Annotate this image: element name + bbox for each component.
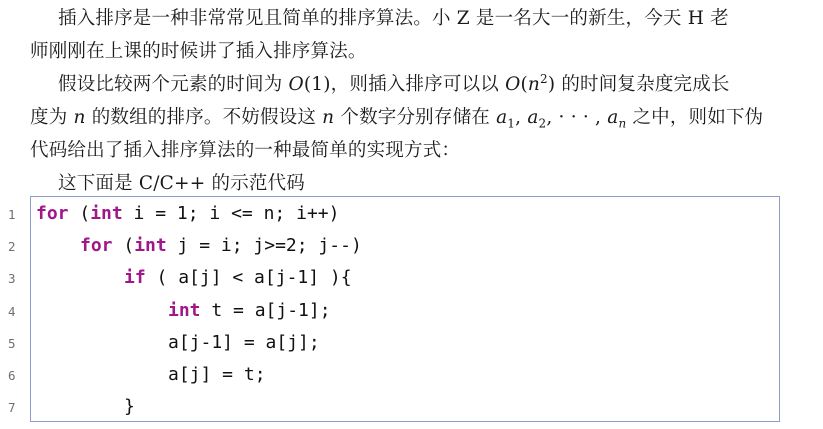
code-text: a[j-1] = a[j]; xyxy=(168,331,320,353)
code-line xyxy=(168,364,266,385)
math-symbol: n xyxy=(73,107,86,128)
line-number: 1 xyxy=(8,207,16,222)
math-symbol: , · · · , xyxy=(546,107,608,128)
text-span: 之中，则如下伪 xyxy=(626,107,764,128)
code-line xyxy=(168,332,320,353)
intro-line xyxy=(30,35,800,68)
code-text: } xyxy=(124,396,135,418)
line-number: 2 xyxy=(8,239,16,255)
line-number: 7 xyxy=(8,400,16,416)
math-symbol: O xyxy=(505,74,521,95)
text-span: 代码给出了插入排序算法的一种最简单的实现方式： xyxy=(30,140,461,161)
code-text: i = 1; i <= n; i++) xyxy=(122,203,340,224)
code-text: ( xyxy=(112,235,135,257)
math-symbol: n xyxy=(527,74,540,95)
code-line xyxy=(168,300,331,321)
math-subscript: 1 xyxy=(507,116,516,131)
code-keyword: for xyxy=(36,203,69,224)
math-symbol: (1) xyxy=(303,74,331,95)
math-symbol: , xyxy=(515,107,528,128)
math-symbol: O xyxy=(288,74,304,95)
code-text: ( xyxy=(68,203,91,224)
line-number: 3 xyxy=(8,271,16,287)
line-number: 6 xyxy=(8,368,16,383)
math-symbol: a xyxy=(527,107,539,128)
text-span: 插入排序是一种非常常见且简单的排序算法。小 Z 是一名大一的新生，今天 H 老 xyxy=(58,8,729,29)
text-span: 师刚刚在上课的时候讲了插入排序算法。 xyxy=(30,41,367,62)
intro-line xyxy=(30,2,800,35)
code-line xyxy=(124,396,135,417)
code-text: t = a[j-1]; xyxy=(200,299,331,321)
intro-line xyxy=(30,68,800,101)
code-keyword: int xyxy=(168,299,201,321)
math-symbol: ( xyxy=(520,74,528,95)
code-keyword: int xyxy=(134,235,167,257)
intro-paragraph-2 xyxy=(30,68,800,167)
code-block xyxy=(30,196,780,422)
code-text: ( a[j] < a[j-1] ){ xyxy=(145,267,352,289)
line-number: 5 xyxy=(8,335,16,351)
text-span: ，则插入排序可以以 xyxy=(330,74,506,95)
intro-line xyxy=(30,101,800,134)
code-keyword: for xyxy=(80,235,113,257)
math-subscript: n xyxy=(618,116,627,131)
code-keyword: if xyxy=(124,267,146,289)
math-symbol: a xyxy=(607,107,619,128)
code-text: j = i; j>=2; j--) xyxy=(166,235,362,257)
intro-line xyxy=(30,134,800,167)
text-span: 个数字分别存储在 xyxy=(334,107,497,128)
code-line xyxy=(80,235,362,256)
text-span: 度为 xyxy=(30,107,74,128)
text-span: ) 的时间复杂度完成长 xyxy=(547,74,730,95)
math-symbol: n xyxy=(322,107,335,128)
text-span: 这下面是 C/C++ 的示范代码 xyxy=(58,173,306,194)
code-text: a[j] = t; xyxy=(168,364,266,385)
math-subscript: 2 xyxy=(538,116,547,131)
code-line xyxy=(36,203,339,224)
text-span: 的数组的排序。不妨假设这 xyxy=(85,107,323,128)
code-keyword: int xyxy=(90,203,123,224)
intro-paragraph-1 xyxy=(30,2,800,68)
text-span: 假设比较两个元素的时间为 xyxy=(58,74,289,95)
math-symbol: a xyxy=(496,107,508,128)
line-number: 4 xyxy=(8,303,16,319)
code-line xyxy=(124,267,352,288)
math-superscript: 2 xyxy=(539,71,548,86)
